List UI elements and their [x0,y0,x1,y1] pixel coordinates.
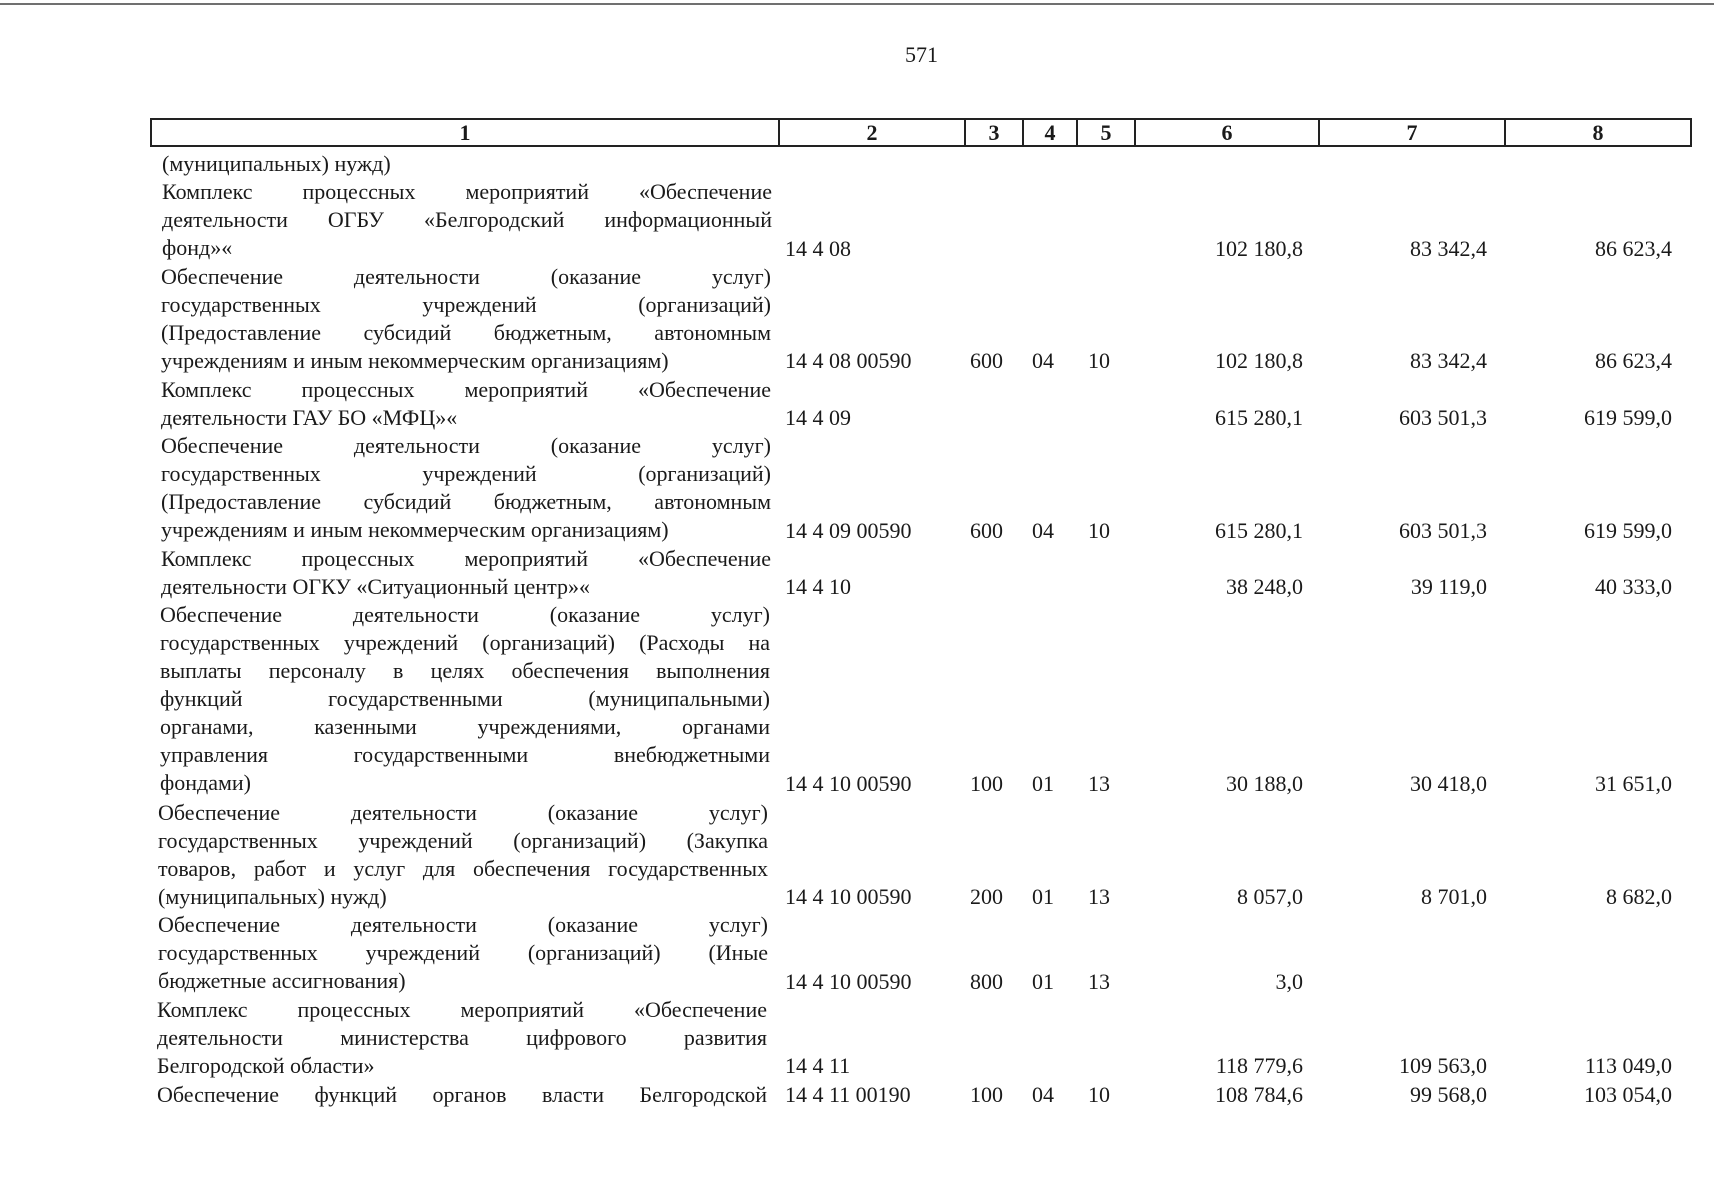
row-code: 14 4 08 00590 [785,348,912,374]
row-code: 14 4 10 00590 [785,884,912,910]
row-subsection: 13 [1088,968,1110,994]
row-description [161,263,771,375]
row-value-7: 83 342,4 [1410,235,1487,261]
description-line: учреждениям и иным некоммерческим организациям) [161,517,669,542]
description-line: (Предоставление субсидий бюджетным, автономным [161,489,771,514]
row-value-8: 86 623,4 [1595,235,1672,261]
header-col-3: 3 [965,119,1023,146]
row-expense-type: 800 [970,968,1003,994]
description-line: бюджетные ассигнования) [158,968,406,994]
description-line: деятельности ОГКУ «Ситуационный центр»« [161,573,590,599]
description-line: государственных учреждений (организаций) (Закупка [158,827,768,853]
row-subsection: 10 [1088,348,1110,374]
row-code: 14 4 10 00590 [785,968,912,994]
row-code: 14 4 08 [785,235,851,261]
description-line: Обеспечение деятельности (оказание услуг) [158,799,768,825]
row-expense-type: 600 [970,517,1003,543]
description-line: государственных учреждений (организаций) (Иные [158,940,768,966]
row-description [160,601,770,797]
row-description [157,1081,767,1109]
description-line: деятельности министерства цифрового развития [157,1025,767,1050]
row-expense-type: 600 [970,348,1003,374]
row-code: 14 4 09 [785,404,851,430]
row-value-7: 603 501,3 [1399,404,1487,430]
row-value-6: 108 784,6 [1215,1081,1303,1107]
row-description [161,432,771,544]
row-subsection: 13 [1088,771,1110,797]
header-col-4: 4 [1023,119,1077,146]
description-line: (муниципальных) нужд) [158,883,387,909]
header-col-1: 1 [151,119,779,146]
row-value-7: 99 568,0 [1410,1081,1487,1107]
row-value-6: 615 280,1 [1215,517,1303,543]
description-line: фондами) [160,770,252,796]
description-line: Обеспечение деятельности (оказание услуг) [158,912,768,938]
description-line: функций государственными (муниципальными) [160,686,770,712]
description-line: (муниципальных) нужд) [162,151,391,176]
row-value-8: 40 333,0 [1595,573,1672,599]
description-line: Обеспечение деятельности (оказание услуг) [161,263,771,289]
row-value-7: 109 563,0 [1399,1053,1487,1079]
description-line: государственных учреждений (организаций) [161,461,771,486]
description-line: Обеспечение деятельности (оказание услуг) [160,602,770,628]
row-value-7: 39 119,0 [1410,573,1487,599]
row-value-6: 3,0 [1275,968,1303,994]
row-code: 14 4 11 00190 [785,1081,911,1107]
row-subsection: 13 [1088,884,1110,910]
row-value-7: 30 418,0 [1410,771,1487,797]
row-value-6: 102 180,8 [1215,348,1303,374]
row-value-8: 619 599,0 [1584,404,1672,430]
row-expense-type: 100 [970,1081,1003,1107]
header-col-2: 2 [779,119,965,146]
row-value-6: 38 248,0 [1226,573,1303,599]
description-line: деятельности ОГБУ «Белгородский информационный [162,207,772,233]
row-section: 04 [1032,1081,1054,1107]
row-description [162,178,772,262]
description-line: (Предоставление субсидий бюджетным, автономным [161,319,771,345]
row-section: 01 [1032,771,1054,797]
row-value-6: 30 188,0 [1226,771,1303,797]
row-section: 01 [1032,884,1054,910]
description-line: выплаты персоналу в целях обеспечения выполнения [160,658,770,684]
top-rule [0,3,1714,5]
description-line: органами, казенными учреждениями, органами [160,714,770,740]
row-description [158,911,768,995]
row-value-8: 103 054,0 [1584,1081,1672,1107]
description-line: деятельности ГАУ БО «МФЦ»« [161,404,458,430]
row-description [162,150,772,178]
description-line: государственных учреждений (организаций) (Расходы на [160,630,770,656]
row-value-8: 8 682,0 [1606,884,1672,910]
description-line: Обеспечение функций органов власти Белгородской [157,1081,767,1107]
row-description [161,545,771,601]
header-col-6: 6 [1135,119,1319,146]
column-header [150,118,1692,147]
row-value-6: 8 057,0 [1237,884,1303,910]
description-line: фонд»« [162,235,233,261]
description-line: Комплекс процессных мероприятий «Обеспечение [157,997,767,1022]
row-expense-type: 100 [970,771,1003,797]
row-expense-type: 200 [970,884,1003,910]
row-description [161,376,771,432]
description-line: управления государственными внебюджетными [160,742,770,768]
page-number: 571 [905,42,938,67]
row-code: 14 4 11 [785,1053,851,1079]
description-line: Комплекс процессных мероприятий «Обеспечение [161,545,771,571]
row-description [157,996,767,1080]
row-code: 14 4 09 00590 [785,517,912,543]
row-value-7: 603 501,3 [1399,517,1487,543]
row-description [158,799,768,911]
row-value-6: 118 779,6 [1215,1053,1303,1079]
row-value-6: 615 280,1 [1215,404,1303,430]
description-line: Обеспечение деятельности (оказание услуг) [161,433,771,458]
row-section: 01 [1032,968,1054,994]
row-value-7: 8 701,0 [1421,884,1487,910]
row-value-6: 102 180,8 [1215,235,1303,261]
header-col-7: 7 [1319,119,1505,146]
description-line: товаров, работ и услуг для обеспечения государственных [158,855,768,881]
row-value-8: 86 623,4 [1595,348,1672,374]
row-code: 14 4 10 00590 [785,771,912,797]
description-line: Комплекс процессных мероприятий «Обеспечение [162,179,772,205]
row-code: 14 4 10 [785,573,851,599]
description-line: учреждениям и иным некоммерческим организациям) [161,347,669,373]
description-line: Белгородской области» [157,1053,375,1078]
description-line: государственных учреждений (организаций) [161,291,771,317]
row-subsection: 10 [1088,1081,1110,1107]
row-section: 04 [1032,348,1054,374]
row-value-7: 83 342,4 [1410,348,1487,374]
row-value-8: 31 651,0 [1595,771,1672,797]
row-subsection: 10 [1088,517,1110,543]
header-col-8: 8 [1505,119,1691,146]
row-value-8: 113 049,0 [1584,1053,1672,1079]
row-value-8: 619 599,0 [1584,517,1672,543]
header-col-5: 5 [1077,119,1135,146]
description-line: Комплекс процессных мероприятий «Обеспечение [161,376,771,402]
row-section: 04 [1032,517,1054,543]
